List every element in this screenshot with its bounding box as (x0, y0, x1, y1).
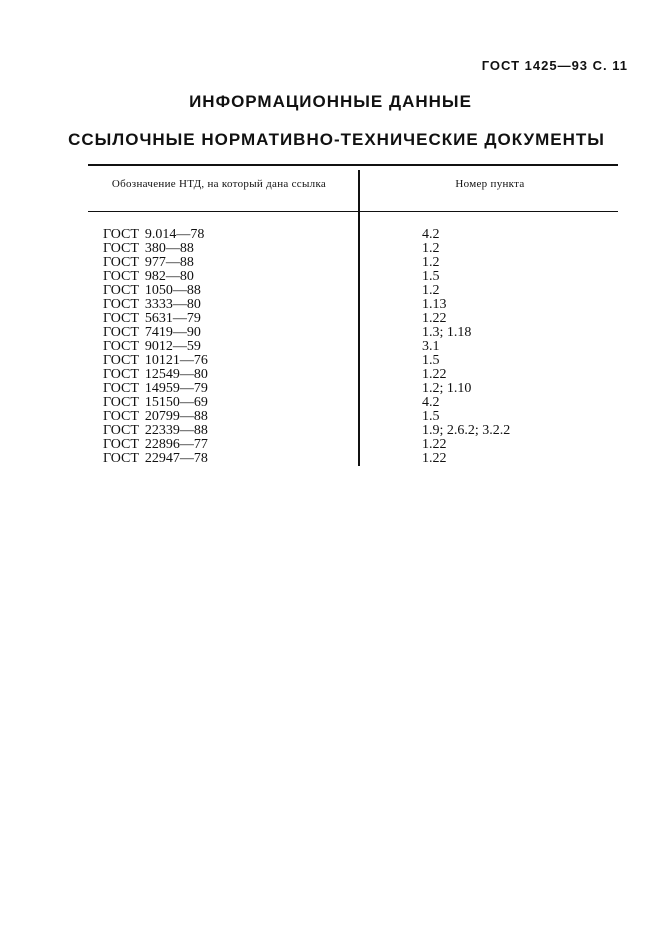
section-title: ИНФОРМАЦИОННЫЕ ДАННЫЕ (189, 92, 472, 111)
table-row (0, 326, 661, 340)
table-row (0, 438, 661, 452)
document-designation: ГОСТ 15150—69 (103, 395, 208, 410)
table-top-rule (88, 164, 618, 166)
item-number: 1.5 (422, 353, 440, 368)
document-designation: ГОСТ 22896—77 (103, 437, 208, 452)
document-designation: ГОСТ 3333—80 (103, 297, 201, 312)
document-designation: ГОСТ 1050—88 (103, 283, 201, 298)
table-row (0, 228, 661, 242)
table-row (0, 298, 661, 312)
item-number: 3.1 (422, 339, 440, 354)
item-number: 1.2 (422, 283, 440, 298)
document-designation: ГОСТ 982—80 (103, 269, 194, 284)
table-row (0, 354, 661, 368)
document-designation: ГОСТ 22947—78 (103, 451, 208, 466)
item-number: 1.22 (422, 367, 447, 382)
document-designation: ГОСТ 22339—88 (103, 423, 208, 438)
item-number: 1.9; 2.6.2; 3.2.2 (422, 423, 511, 438)
document-designation: ГОСТ 14959—79 (103, 381, 208, 396)
document-designation: ГОСТ 9.014—78 (103, 227, 205, 242)
item-number: 4.2 (422, 395, 440, 410)
item-number: 1.2 (422, 255, 440, 270)
item-number: 1.22 (422, 437, 447, 452)
document-designation: ГОСТ 380—88 (103, 241, 194, 256)
column-header-item: Номер пункта (455, 178, 525, 190)
document-designation: ГОСТ 9012—59 (103, 339, 201, 354)
column-header-document: Обозначение НТД, на который дана ссылка (111, 178, 327, 190)
table-row (0, 424, 661, 438)
document-designation: ГОСТ 977—88 (103, 255, 194, 270)
document-designation: ГОСТ 12549—80 (103, 367, 208, 382)
page-header-reference: ГОСТ 1425—93 С. 11 (481, 58, 628, 73)
table-body (0, 228, 661, 466)
table-row (0, 312, 661, 326)
item-number: 1.2 (422, 241, 440, 256)
item-number: 1.22 (422, 311, 447, 326)
document-designation: ГОСТ 5631—79 (103, 311, 201, 326)
section-subtitle: ССЫЛОЧНЫЕ НОРМАТИВНО-ТЕХНИЧЕСКИЕ ДОКУМЕНТЫ (68, 130, 605, 149)
table-row (0, 382, 661, 396)
table-row (0, 340, 661, 354)
document-designation: ГОСТ 10121—76 (103, 353, 208, 368)
item-number: 1.13 (422, 297, 447, 312)
item-number: 1.3; 1.18 (422, 325, 472, 340)
table-row (0, 452, 661, 466)
table-row (0, 256, 661, 270)
item-number: 1.5 (422, 409, 440, 424)
document-designation: ГОСТ 20799—88 (103, 409, 208, 424)
document-designation: ГОСТ 7419—90 (103, 325, 201, 340)
table-row (0, 284, 661, 298)
table-row (0, 270, 661, 284)
table-row (0, 396, 661, 410)
item-number: 1.2; 1.10 (422, 381, 472, 396)
table-row (0, 242, 661, 256)
item-number: 4.2 (422, 227, 440, 242)
table-row (0, 410, 661, 424)
table-header-rule (88, 211, 618, 212)
table-row (0, 368, 661, 382)
item-number: 1.5 (422, 269, 440, 284)
item-number: 1.22 (422, 451, 447, 466)
